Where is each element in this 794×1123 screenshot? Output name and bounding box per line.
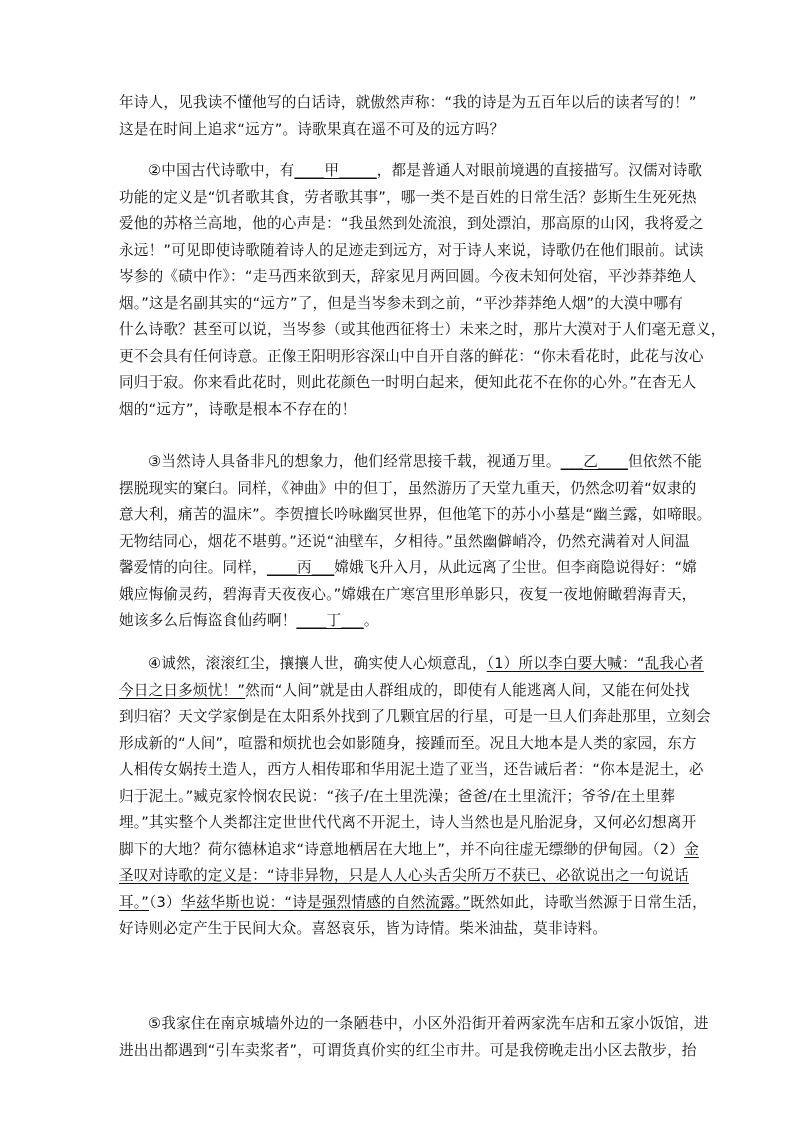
underlined-text: 耳。” [119,893,150,911]
text-line [119,555,698,582]
text-line [119,1038,697,1065]
text-line [119,608,679,635]
text-span: 年诗人，见我读不懂他写的白话诗，就傲然声称：“我的诗是为五百年以后的读者写的！” [119,94,697,111]
text-line [119,476,697,503]
text-line [119,502,712,529]
text-span: 摆脱现实的窠臼。同样，《神曲》中的但丁，虽然游历了天堂九重天，仍然念叨着“奴隶的 [119,479,697,497]
underlined-text: （1）所以李白要大喊：“乱我心者 [486,655,704,672]
text-span: ，都是普通人对眼前境遇的直接描写。汉儒对诗歌 [376,162,703,179]
paragraph-2 [119,158,726,423]
text-line [119,529,690,556]
text-span: 同归于寂。你来看此花时，则此花颜色一时明白起来，便知此花不在你的心外。”在杳无人 [119,374,697,391]
text-line [119,863,689,890]
text-line [119,810,697,837]
underlined-text: 金 [684,840,699,858]
text-line [119,238,704,265]
text-line [119,158,703,185]
underlined-text: ___乙____ [560,453,628,470]
text-line [119,582,697,609]
underlined-text: 华兹华斯也说：“诗是强烈情感的自然流露。” [180,893,471,911]
text-span: 人相传女娲抟土造人，西方人相传耶和华用泥土造了亚当，还告诫后者：“你本是泥土，必 [119,761,704,778]
text-span: 归于泥土。”臧克家怜悯农民说：“孩子/在土里洗澡；爸爸/在土里流汗；爷爷/在土里葬 [119,787,676,805]
text-span: ②中国古代诗歌中，有 [148,162,295,179]
underlined-text: ____丁___ [296,612,364,629]
text-line [119,916,679,943]
paragraph-1 [119,90,697,143]
text-line [119,890,707,917]
text-span: 岑参的《碛中作》：“走马西来欲到天，辞家见月两回圆。今夜未知何处宿，平沙莽莽绝人 [119,268,697,285]
text-span: 永远！”可见即使诗歌随着诗人的足迹走到远方，对于诗人来说，诗歌仍在他们眼前。试读 [119,241,704,259]
text-span: 但依然不能 [628,453,702,470]
underlined-text: 圣叹对诗歌的定义是：“诗非异物，只是人人心头舌尖所万不获已、必欲说出之一句说话 [119,867,689,884]
text-line [119,1011,709,1038]
text-line [119,370,697,397]
text-span: ④诚然，滚滚红尘，攘攘人世，确实使人心烦意乱， [148,655,487,672]
underlined-text: ____丙___ [266,559,335,576]
text-span: 形成新的“人间”，喧嚣和烦扰也会如影随身，接踵而至。况且大地本是人类的家园，东方 [119,734,697,752]
text-line [119,211,704,238]
text-span: 烟。”这是名副其实的“远方”了，但是当岑参未到之前，“平沙莽莽绝人烟”的大漠中哪有 [119,294,684,312]
text-line [119,90,697,117]
text-line [119,704,711,731]
text-line [119,731,697,758]
text-span: 然而“人间”就是由人群组成的，即使有人能逃离人间，又能在何处找 [245,681,690,699]
text-span: 到归宿？天文学家倒是在太阳系外找到了几颗宜居的行星，可是一旦人们奔赴那里，立刻会 [119,708,711,725]
text-line [119,264,697,291]
text-line [119,678,690,705]
text-span: ③当然诗人具备非凡的想象力，他们经常思接千载，视通万里。 [148,453,561,470]
text-line [119,117,679,144]
paragraph-5 [119,1011,709,1064]
text-line [119,317,726,344]
text-span: 意大利，痛苦的温床”。李贺擅长吟咏幽冥世界，但他笔下的苏小小墓是“幽兰露，如啼眼。 [119,506,712,523]
text-span: 无物结同心，烟花不堪剪。”还说“油壁车，夕相待。”虽然幽僻峭冷，仍然充满着对人间温 [119,532,690,550]
text-line [119,757,704,784]
text-span: 什么诗歌？甚至可以说，当岑参（或其他西征将士）未来之时，那片大漠对于人们毫无意义， [119,321,726,338]
text-span: 。 [363,612,379,629]
text-line [119,291,684,318]
paragraph-3 [119,449,712,635]
text-line [119,651,704,678]
text-span: 脚下的大地？荷尔德林追求“诗意地栖居在大地上”，并不向往虚无缥缈的伊甸园。（2） [119,840,685,858]
text-span: 更不会具有任何诗意。正像王阳明形容深山中自开自落的鲜花：“你未看花时，此花与汝心 [119,347,704,365]
text-line [119,397,679,424]
text-line [119,784,679,811]
text-span: 好诗则必定产生于民间大众。喜怒哀乐，皆为诗情。柴米油盐，莫非诗料。 [119,920,608,937]
text-span: （3） [149,893,181,911]
paragraph-4 [119,651,711,943]
text-span: 馨爱情的向往。同样， [119,559,267,576]
text-span: 娥应悔偷灵药，碧海青天夜夜心。”嫦娥在广寒宫里形单影只，夜复一夜地俯瞰碧海青天， [119,585,697,603]
text-span: ⑤我家住在南京城墙外边的一条陋巷中，小区外沿街开着两家洗车店和五家小饭馆，进 [148,1015,709,1032]
text-line [119,185,697,212]
text-span: 烟的“远方”，诗歌是根本不存在的！ [119,400,357,418]
text-span: 爱他的苏格兰高地，他的心声是：“我虽然到处流浪，到处漂泊，那高原的山冈，我将爱之 [119,215,704,232]
text-span: 埋。”其实整个人类都注定世世代代离不开泥土，诗人当然也是凡胎泥身，又何必幻想离开 [119,814,697,831]
text-span: 嫦娥飞升入月，从此远离了尘世。但李商隐说得好：“嫦 [334,559,698,576]
text-line [119,449,702,476]
text-span: 这是在时间上追求“远方”。诗歌果真在遥不可及的远方吗？ [119,120,505,138]
underlined-text: 今日之日多烦忧！” [119,681,246,699]
text-span: 既然如此，诗歌当然源于日常生活， [470,893,707,911]
text-line [119,344,704,371]
text-span: 她该多么后悔盗食仙药啊！ [119,612,297,629]
underlined-text: ____甲_____ [294,162,377,179]
text-span: 进出出都遇到“引车卖浆者”，可谓货真价实的红尘市井。可是我傍晚走出小区去散步，抬 [119,1041,697,1059]
text-span: 功能的定义是“饥者歌其食，劳者歌其事”，哪一类不是百姓的日常生活？彭斯生生死死热 [119,188,697,206]
text-line [119,837,699,864]
